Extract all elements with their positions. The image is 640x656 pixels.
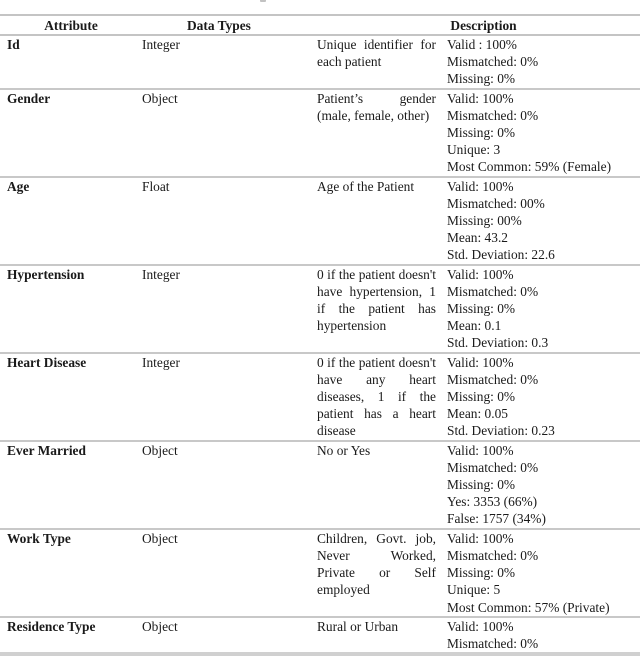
data-type-cell: Object	[142, 618, 178, 634]
data-type-cell: Float	[142, 178, 170, 194]
attribute-cell: Heart Disease	[7, 354, 87, 370]
header-description: Description	[450, 18, 517, 33]
stats-cell	[444, 353, 640, 441]
stat-line: Valid: 100%	[447, 266, 514, 282]
stats-cell	[444, 529, 640, 617]
stat-line: Mismatched: 0%	[447, 107, 539, 123]
data-type-cell: Object	[142, 530, 178, 546]
stat-line: Mismatched: 00%	[447, 195, 545, 211]
data-type-cell: Object	[142, 442, 178, 458]
table-row	[0, 353, 640, 441]
description-cell: 0 if the patient doesn't have hypertension, 1 if the patient has hypertension	[317, 266, 436, 334]
table-row	[0, 35, 640, 89]
stat-line: Mismatched: 0%	[447, 54, 539, 70]
stat-line: Yes: 3353 (66%)	[447, 494, 538, 510]
stat-line: Missing: 0%	[447, 301, 516, 317]
attribute-cell: Ever Married	[7, 442, 86, 458]
stat-line: False: 1757 (34%)	[447, 511, 546, 527]
data-type-cell: Object	[142, 90, 178, 106]
description-cell: Unique identifier for each patient	[317, 37, 436, 70]
attribute-cell: Age	[7, 178, 30, 194]
stats-cell	[444, 177, 640, 265]
stats-cell	[444, 89, 640, 177]
stat-line: Mismatched: 0%	[447, 371, 539, 387]
description-cell: Rural or Urban	[317, 618, 399, 634]
attribute-cell: Residence Type	[7, 618, 96, 634]
table-row	[0, 177, 640, 265]
dataset-attributes-table	[0, 14, 640, 656]
data-type-cell: Integer	[142, 266, 180, 282]
data-type-cell: Integer	[142, 37, 180, 52]
attribute-cell: Gender	[7, 90, 51, 106]
table-row	[0, 441, 640, 529]
stat-line: Mismatched: 0%	[447, 459, 539, 475]
table-header-row	[0, 15, 640, 35]
stat-line: Std. Deviation: 0.3	[447, 335, 549, 351]
stat-line: Mismatched: 0%	[447, 635, 539, 651]
stat-line: Missing: 0%	[447, 125, 516, 141]
stat-line: Valid: 100%	[447, 354, 514, 370]
attribute-cell: Id	[7, 37, 20, 52]
header-data-types: Data Types	[187, 18, 251, 33]
stat-line: Missing: 0%	[447, 477, 516, 493]
table-row	[0, 265, 640, 353]
description-cell: Patient’s gender (male, female, other)	[317, 90, 436, 123]
stat-line: Mismatched: 0%	[447, 547, 539, 563]
description-cell: Age of the Patient	[317, 178, 415, 194]
stat-line: Missing: 0%	[447, 71, 516, 87]
data-type-cell: Integer	[142, 354, 180, 370]
stat-line: Most Common: 59% (Female)	[447, 159, 612, 175]
stat-line: Valid: 100%	[447, 618, 514, 634]
stat-line: Missing: 0%	[447, 389, 516, 405]
stat-line: Mean: 0.05	[447, 406, 508, 422]
attribute-cell: Work Type	[7, 530, 71, 546]
header-attribute: Attribute	[44, 18, 98, 33]
attribute-cell: Hypertension	[7, 266, 85, 282]
stat-line: Missing: 00%	[447, 213, 522, 229]
stat-line: Std. Deviation: 22.6	[447, 247, 555, 263]
caption-fragment	[260, 0, 266, 2]
stat-line: Mismatched: 0%	[447, 283, 539, 299]
stat-line: Most Common: 57% (Private)	[447, 599, 610, 615]
description-cell: 0 if the patient doesn't have any heart diseases, 1 if the patient has a heart disease	[317, 354, 436, 439]
stat-line: Unique: 5	[447, 582, 501, 598]
table-row	[0, 529, 640, 617]
stat-line: Valid: 100%	[447, 442, 514, 458]
table-row	[0, 89, 640, 177]
stats-cell	[444, 35, 640, 89]
table-row	[0, 617, 640, 654]
stat-line: Valid: 100%	[447, 178, 514, 194]
stat-line: Std. Deviation: 0.23	[447, 423, 555, 439]
description-cell: No or Yes	[317, 442, 371, 458]
stat-line: Missing: 0%	[447, 565, 516, 581]
stat-line: Mean: 43.2	[447, 230, 508, 246]
stat-line: Unique: 3	[447, 142, 501, 158]
stat-line: Valid: 100%	[447, 90, 514, 106]
stat-line: Valid: 100%	[447, 530, 514, 546]
stats-cell	[444, 265, 640, 353]
stat-line: Mean: 0.1	[447, 318, 502, 334]
stats-cell	[444, 441, 640, 529]
description-cell: Children, Govt. job, Never Worked, Private or Self employed	[317, 530, 436, 598]
stat-line: Valid : 100%	[447, 37, 517, 52]
stats-cell	[444, 617, 640, 654]
